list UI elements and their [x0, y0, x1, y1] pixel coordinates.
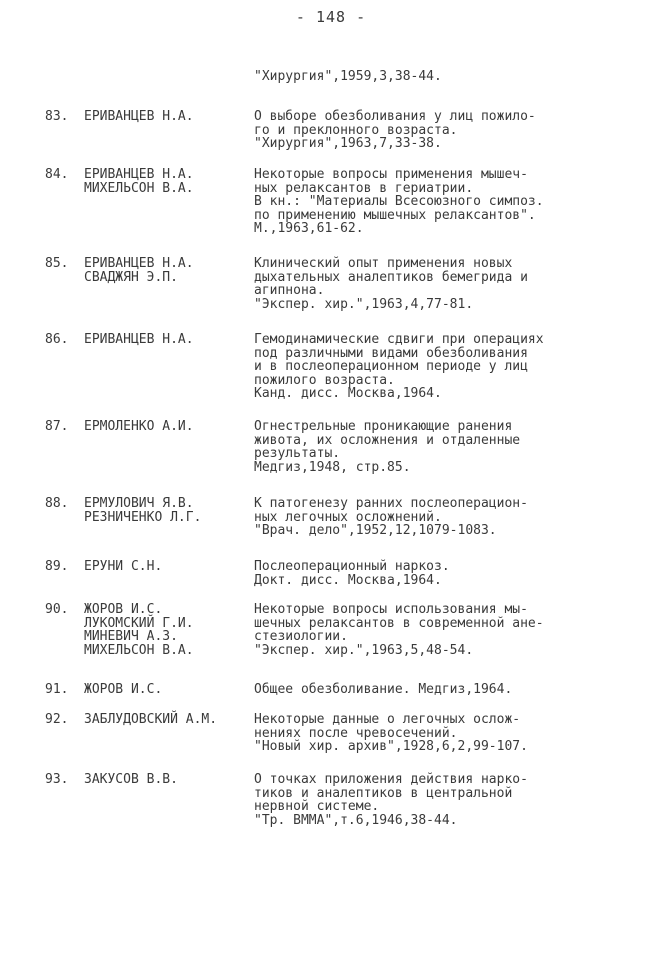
entry-text-line: "Экспер. хир.",1963,5,48-54. — [254, 642, 474, 658]
page-number: - 148 - — [295, 8, 367, 26]
entry-authors — [84, 713, 217, 727]
entry-text-line: "Врач. дело",1952,12,1079-1083. — [254, 523, 497, 538]
entry-number: 83. — [45, 109, 69, 124]
author-name: МИНЕВИЧ А.З. — [84, 629, 178, 644]
entry-authors — [84, 603, 194, 657]
entry-text-line: "Новый хир. архив",1928,6,2,99-107. — [254, 739, 528, 754]
entry-number: 92. — [45, 712, 69, 727]
entry-text-line: Некоторые вопросы использования мы- — [254, 602, 528, 617]
entry-text-line: Некоторые вопросы применения мышеч- — [254, 167, 528, 182]
entry-number: 90. — [45, 602, 69, 617]
entry-text-line: Медгиз,1948, стр.85. — [254, 459, 411, 475]
entry-text-line: О точках приложения действия нарко- — [254, 772, 528, 787]
entry-number: 86. — [45, 332, 69, 347]
author-name: МИХЕЛЬСОН В.А. — [84, 642, 194, 658]
entry-number: 85. — [45, 256, 69, 271]
entry-title — [254, 110, 536, 151]
entry-text-line: дыхательных аналептиков бемегрида и — [254, 269, 528, 285]
entry-authors — [84, 110, 194, 124]
entry-authors — [84, 420, 194, 434]
entry-authors — [84, 683, 162, 697]
entry-title — [254, 603, 544, 657]
entry-title — [254, 773, 528, 827]
entry-authors — [84, 168, 194, 195]
author-name: ЕРИВАНЦЕВ Н.А. — [84, 332, 194, 347]
author-name: ЗАКУСОВ В.В. — [84, 772, 178, 787]
entry-title — [254, 168, 544, 236]
entry-text-line: "Хирургия",1963,7,33-38. — [254, 136, 442, 151]
entry-text-line: результаты. — [254, 446, 341, 461]
entry-text-line: В кн.: "Материалы Всесоюзного симпоз. — [254, 194, 544, 209]
entry-text-line: Гемодинамические сдвиги при операциях — [254, 332, 544, 347]
entry-text-line: живота, их осложнения и отдаленные — [254, 432, 521, 448]
entry-text-line: Канд. дисс. Москва,1964. — [254, 386, 442, 401]
author-name: ЖОРОВ И.С. — [84, 602, 163, 617]
author-name: ЕРУНИ С.Н. — [84, 559, 163, 574]
entry-title — [254, 257, 528, 311]
entry-text-line: "Экспер. хир.",1963,4,77-81. — [254, 296, 474, 312]
entry-text-line: ных релаксантов в гериатрии. — [254, 180, 474, 196]
author-name: ЕРИВАНЦЕВ Н.А. — [84, 167, 194, 182]
entry-text-line: под различными видами обезболивания — [254, 345, 528, 361]
entry-text-line: шечных релаксантов в современной ане- — [254, 615, 544, 631]
entry-title — [254, 497, 528, 538]
entry-text-line: стезиологии. — [254, 629, 348, 644]
entry-text-line: Докт. дисс. Москва,1964. — [254, 572, 442, 588]
entry-authors — [84, 773, 178, 787]
entry-text-line: по применению мышечных релаксантов". — [254, 207, 536, 223]
entry-text-line: Клинический опыт применения новых — [254, 256, 513, 271]
author-name: ЕРИВАНЦЕВ Н.А. — [84, 109, 194, 124]
entry-title — [254, 713, 528, 754]
entry-text-line: Некоторые данные о легочных ослож- — [254, 712, 521, 727]
entry-authors — [84, 560, 162, 574]
author-name: ЛУКОМСКИЙ Г.И. — [84, 615, 194, 631]
entry-title — [254, 333, 544, 401]
author-name: СВАДЖЯН Э.П. — [84, 269, 178, 285]
entry-text-line: агипнона. — [254, 283, 325, 298]
entry-text-line: нервной системе. — [254, 799, 380, 814]
author-name: ЖОРОВ И.С. — [84, 682, 163, 697]
entry-text-line: Послеоперационный наркоз. — [254, 559, 450, 574]
entry-number: 88. — [45, 496, 69, 511]
continuation-line: "Хирургия",1959,3,38-44. — [254, 69, 442, 84]
entry-text-line: ных легочных осложнений. — [254, 509, 442, 525]
entry-authors — [84, 497, 201, 524]
author-name: ЗАБЛУДОВСКИЙ А.М. — [84, 712, 218, 727]
entry-authors — [84, 333, 194, 347]
entry-text-line: Общее обезболивание. Медгиз,1964. — [254, 682, 513, 697]
author-name: ЕРМОЛЕНКО А.И. — [84, 419, 194, 434]
entry-number: 87. — [45, 419, 69, 434]
entry-text-line: М.,1963,61-62. — [254, 221, 364, 236]
author-name: РЕЗНИЧЕНКО Л.Г. — [84, 509, 202, 525]
entry-text-line: пожилого возраста. — [254, 372, 395, 388]
entry-title — [254, 420, 520, 474]
author-name: ЕРМУЛОВИЧ Я.В. — [84, 496, 194, 511]
entry-text-line: го и преклонного возраста. — [254, 122, 458, 138]
entry-number: 91. — [45, 682, 69, 697]
author-name: МИХЕЛЬСОН В.А. — [84, 180, 194, 196]
entry-number: 93. — [45, 772, 69, 787]
entry-number: 89. — [45, 559, 69, 574]
entry-title — [254, 683, 512, 697]
entry-text-line: "Тр. ВММА",т.6,1946,38-44. — [254, 812, 458, 828]
entry-text-line: О выборе обезболивания у лиц пожило- — [254, 109, 536, 124]
entry-text-line: и в послеоперационном периоде у лиц — [254, 359, 528, 374]
entry-text-line: Огнестрельные проникающие ранения — [254, 419, 513, 434]
entry-text-line: К патогенезу ранних послеоперацион- — [254, 496, 528, 511]
entry-title — [254, 560, 450, 587]
entry-authors — [84, 257, 194, 284]
entry-number: 84. — [45, 167, 69, 182]
entry-text-line: нениях после чревосечений. — [254, 725, 458, 741]
author-name: ЕРИВАНЦЕВ Н.А. — [84, 256, 194, 271]
entry-text-line: тиков и аналептиков в центральной — [254, 785, 513, 801]
